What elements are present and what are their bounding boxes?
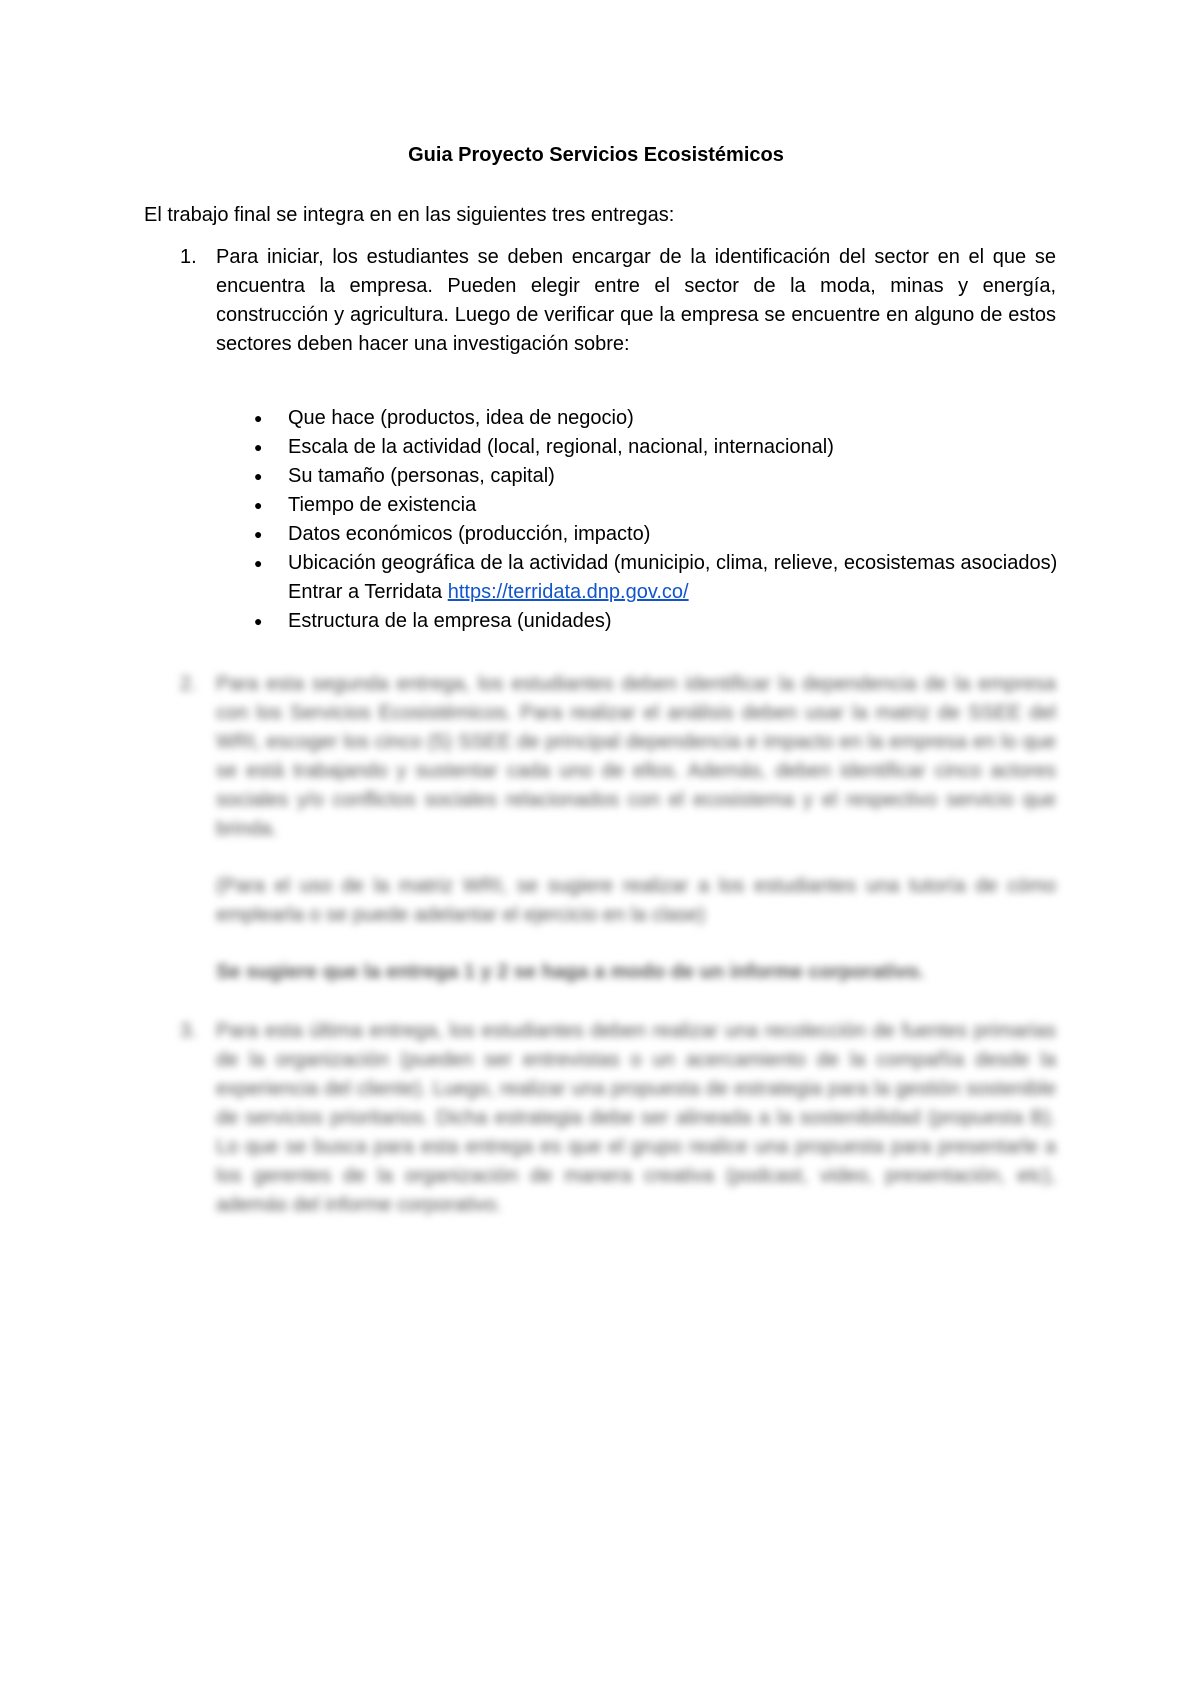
bullet-icon: ● xyxy=(254,555,263,571)
bullet-icon: ● xyxy=(254,613,263,629)
bullet-list xyxy=(252,404,1072,636)
bullet-item: ● Su tamaño (personas, capital) xyxy=(252,462,1072,491)
list-item-1 xyxy=(180,243,1056,359)
terridata-link[interactable]: https://terridata.dnp.gov.co/ xyxy=(447,581,689,603)
bullet-icon: ● xyxy=(254,439,263,455)
item-2-note: (Para el uso de la matriz WRI, se sugiere realizar a los estudiantes una tutoría de cómo emplearla o se puede adelantar el ejercicio en la clase) xyxy=(216,875,1056,926)
bullet-item: ● Tiempo de existencia xyxy=(252,491,1072,520)
intro-paragraph: El trabajo final se integra en en las siguientes tres entregas: xyxy=(144,204,675,226)
item-2-emphasis: Se sugiere que la entrega 1 y 2 se haga a modo de un informe corporativo. xyxy=(216,961,924,983)
bullet-item: ● Escala de la actividad (local, regional, nacional, internacional) xyxy=(252,433,1072,462)
item-3-text: Para esta última entrega, los estudiantes deben realizar una recolección de fuentes primarias de la organización (pueden ser entrevistas o un acercamiento de la compañía desde la experiencia del cliente). Luego, realizar una propuesta de estrategia para la gestión sostenible de servicios prioritarios. Dicha estrategia debe ser alineada a la sostenibilidad (propuesta B). Lo que se busca para esta entrega es que el grupo realice una propuesta para presentarle a los gerentes de la organización de manera creativa (podcast, video, presentación, etc), además del informe corporativo. xyxy=(216,1020,1056,1216)
bullet-item: ● Estructura de la empresa (unidades) xyxy=(252,607,1072,636)
list-item-2 xyxy=(180,670,1056,844)
list-number: 3. xyxy=(180,1020,197,1042)
document-title: Guia Proyecto Servicios Ecosistémicos xyxy=(408,144,784,166)
bullet-item: ● Que hace (productos, idea de negocio) xyxy=(252,404,1072,433)
list-item-3 xyxy=(180,1017,1056,1220)
bullet-item: ● Datos económicos (producción, impacto) xyxy=(252,520,1072,549)
item-1-text: Para iniciar, los estudiantes se deben encargar de la identificación del sector en el que se encuentra la empresa. Pueden elegir entre el sector de la moda, minas y energía, construcción y agricultura. Luego de verificar que la empresa se encuentre en alguno de estos sectores deben hacer una investigación sobre: xyxy=(216,246,1056,355)
bullet-icon: ● xyxy=(254,410,263,426)
bullet-icon: ● xyxy=(254,526,263,542)
bullet-item: ● Ubicación geográfica de la actividad (municipio, clima, relieve, ecosistemas asociados) Entrar a Terridata https://terridata.dnp.gov.co/ xyxy=(252,549,1072,607)
list-number: 1. xyxy=(180,246,197,268)
bullet-icon: ● xyxy=(254,468,263,484)
bullet-icon: ● xyxy=(254,497,263,513)
list-number: 2. xyxy=(180,673,197,695)
item-2-text: Para esta segunda entrega, los estudiantes deben identificar la dependencia de la empresa con los Servicios Ecosistémicos. Para realizar el análisis deben usar la matriz de SSEE del WRI, escoger los cinco (5) SSEE de principal dependencia e impacto en la empresa en lo que se está trabajando y sustentar cada uno de ellos. Además, deben identificar cinco actores sociales y/o conflictos sociales relacionados con el ecosistema y el respectivo servicio que brinda. xyxy=(216,673,1056,840)
